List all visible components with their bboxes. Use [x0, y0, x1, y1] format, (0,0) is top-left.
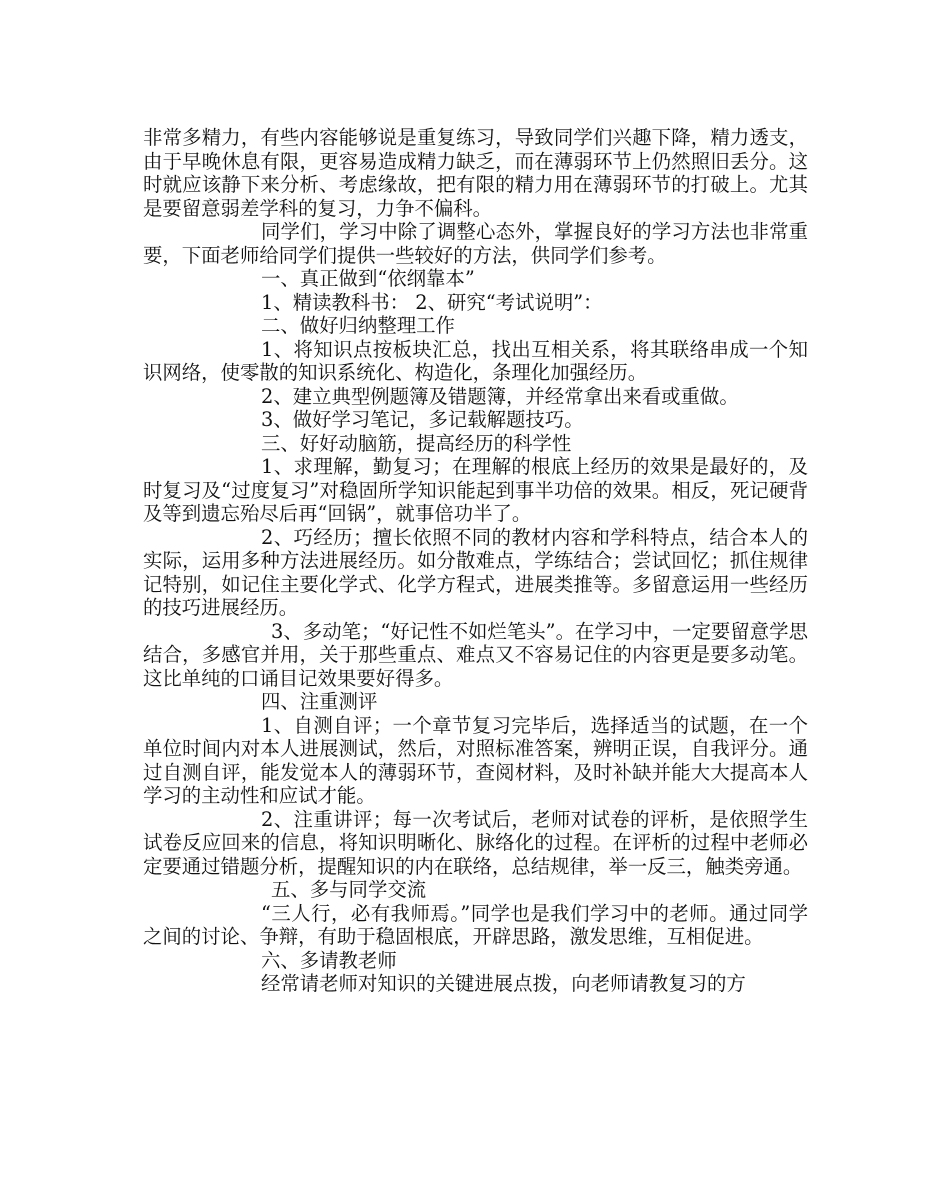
paragraph-6: 1、求理解，勤复习；在理解的根底上经历的效果是最好的，及时复习及“过度复习”对稳固所学知识能起到事半功倍的效果。相反，死记硬背及等到遗忘殆尽后再“回锅”，就事倍功半了。 [143, 455, 808, 525]
section-heading-1: 一、真正做到“依纲靠本” [261, 267, 475, 290]
paragraph-11: “三人行，必有我师焉。”同学也是我们学习中的老师。通过同学之间的讨论、争辩，有助于稳固根底，开辟思路，激发思维，互相促进。 [143, 901, 808, 948]
paragraph-9: 1、自测自评；一个章节复习完毕后，选择适当的试题，在一个单位时间内对本人进展测试，然后，对照标准答案，辨明正误，自我评分。通过自测自评，能发觉本人的薄弱环节，查阅材料，及时补缺并能大大提高本人学习的主动性和应试才能。 [143, 713, 808, 807]
section-heading-2: 二、做好归纳整理工作 [261, 314, 455, 337]
paragraph-10: 2、注重讲评；每一次考试后，老师对试卷的评析，是依照学生试卷反应回来的信息，将知识明晰化、脉络化的过程。在评析的过程中老师必定要通过错题分析，提醒知识的内在联络，总结规律，举一反三，触类旁通。 [143, 807, 808, 878]
paragraph-12: 经常请老师对知识的关键进展点拨，向老师请教复习的方 [261, 972, 746, 995]
paragraph-7: 2、巧经历；擅长依照不同的教材内容和学科特点，结合本人的实际，运用多种方法进展经历。如分散难点，学练结合；尝试回忆；抓住规律记特别，如记住主要化学式、化学方程式，进展类推等。多留意运用一些经历的技巧进展经历。 [143, 525, 808, 619]
paragraph-8: 3、多动笔；“好记性不如烂笔头”。在学习中，一定要留意学思结合，多感官并用，关于那些重点、难点又不容易记住的内容更是要多动笔。这比单纯的口诵目记效果要好得多。 [143, 619, 808, 690]
paragraph-2: 同学们，学习中除了调整心态外，掌握良好的学习方法也非常重要，下面老师给同学们提供一些较好的方法，供同学们参考。 [143, 220, 808, 267]
paragraph-4: 2、建立典型例题簿及错题簿，并经常拿出来看或重做。 [261, 384, 739, 408]
subheading-1: 1、精读教科书： 2、研究“考试说明”： [261, 290, 603, 314]
paragraph-1: 非常多精力，有些内容能够说是重复练习，导致同学们兴趣下降，精力透支，由于早晚休息有限，更容易造成精力缺乏，而在薄弱环节上仍然照旧丢分。这时就应该静下来分析、考虑缘故，把有限的精力用在薄弱环节的打破上。尤其是要留意弱差学科的复习，力争不偏科。 [143, 126, 808, 220]
paragraph-3: 1、将知识点按板块汇总，找出互相关系，将其联络串成一个知识网络，使零散的知识系统化、构造化，条理化加强经历。 [143, 337, 808, 384]
section-heading-3: 三、好好动脑筋，提高经历的科学性 [261, 431, 572, 455]
paragraph-5: 3、做好学习笔记，多记载解题技巧。 [261, 408, 584, 431]
document-page [143, 126, 808, 996]
section-heading-6: 六、多请教老师 [261, 948, 397, 972]
section-heading-5: 五、多与同学交流 [271, 878, 427, 901]
section-heading-4: 四、注重测评 [261, 690, 378, 713]
